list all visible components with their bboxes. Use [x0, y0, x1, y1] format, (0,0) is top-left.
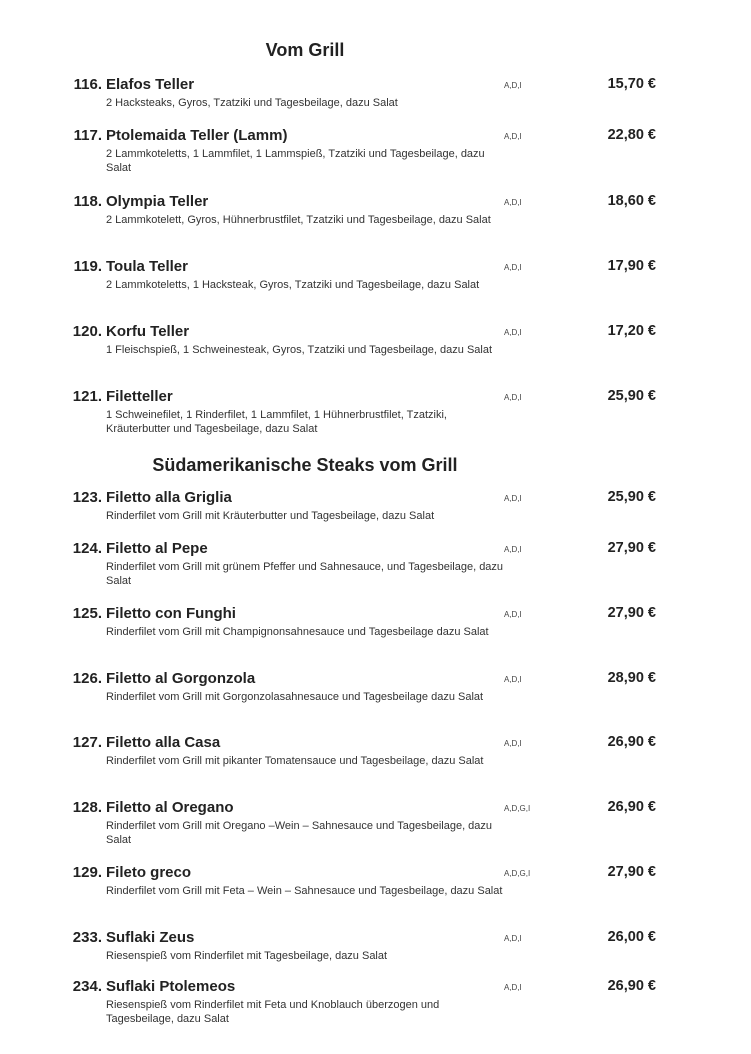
- item-name: Toula Teller: [106, 258, 188, 275]
- item-description: 2 Hacksteaks, Gyros, Tzatziki und Tagesbeilage, dazu Salat: [106, 97, 398, 109]
- item-price: 26,90 €: [607, 799, 656, 815]
- item-description: Rinderfilet vom Grill mit Kräuterbutter und Tagesbeilage, dazu Salat: [106, 510, 435, 522]
- item-number: 120.: [72, 323, 102, 340]
- item-number: 123.: [72, 489, 102, 506]
- item-price: 25,90 €: [607, 489, 656, 505]
- item-price: 26,90 €: [607, 978, 656, 994]
- item-price: 17,20 €: [607, 323, 656, 339]
- item-name: Filetto alla Casa: [106, 734, 221, 751]
- item-price: 18,60 €: [607, 193, 656, 209]
- item-number: 121.: [72, 388, 102, 405]
- item-price: 27,90 €: [607, 605, 656, 621]
- item-name: Suflaki Zeus: [106, 929, 195, 946]
- item-description: Rinderfilet vom Grill mit Champignonsahnesauce und Tagesbeilage dazu Salat: [106, 626, 489, 638]
- item-name: Filetto al Oregano: [106, 799, 234, 816]
- item-description: Riesenspieß vom Rinderfilet mit Feta und Knoblauch überzogen und Tagesbeilage, dazu Salat: [106, 999, 440, 1025]
- item-price: 26,00 €: [607, 929, 656, 945]
- item-name: Filetteller: [106, 388, 173, 405]
- item-description: Rinderfilet vom Grill mit grünem Pfeffer und Sahnesauce, und Tagesbeilage, dazu Salat: [106, 561, 504, 587]
- item-price: 28,90 €: [607, 670, 656, 686]
- item-description: 2 Lammkotelett, Gyros, Hühnerbrustfilet, Tzatziki und Tagesbeilage, dazu Salat: [106, 214, 491, 226]
- item-allergens: A,D,I: [504, 132, 522, 141]
- item-description: 2 Lammkoteletts, 1 Hacksteak, Gyros, Tzatziki und Tagesbeilage, dazu Salat: [106, 279, 480, 291]
- item-number: 124.: [72, 540, 102, 557]
- item-description: Rinderfilet vom Grill mit pikanter Tomatensauce und Tagesbeilage, dazu Salat: [106, 755, 484, 767]
- item-price: 15,70 €: [607, 76, 656, 92]
- item-price: 22,80 €: [607, 127, 656, 143]
- item-number: 125.: [72, 605, 102, 622]
- item-number: 126.: [72, 670, 102, 687]
- item-number: 117.: [73, 127, 102, 144]
- item-allergens: A,D,I: [504, 934, 522, 943]
- item-description: 2 Lammkoteletts, 1 Lammfilet, 1 Lammspieß, Tzatziki und Tagesbeilage, dazu Salat: [106, 148, 485, 174]
- item-allergens: A,D,I: [504, 81, 522, 90]
- item-description: Rinderfilet vom Grill mit Feta – Wein – Sahnesauce und Tagesbeilage, dazu Salat: [106, 885, 503, 897]
- item-name: Korfu Teller: [106, 323, 190, 340]
- item-name: Elafos Teller: [106, 76, 195, 93]
- item-name: Fileto greco: [106, 864, 192, 881]
- item-number: 233.: [72, 929, 102, 946]
- item-description: Rinderfilet vom Grill mit Oregano –Wein – Sahnesauce und Tagesbeilage, dazu Salat: [106, 820, 493, 846]
- item-price: 25,90 €: [607, 388, 656, 404]
- item-number: 129.: [72, 864, 102, 881]
- item-allergens: A,D,I: [504, 263, 522, 272]
- section-title: Vom Grill: [265, 40, 345, 60]
- section-title: Südamerikanische Steaks vom Grill: [152, 455, 458, 475]
- item-allergens: A,D,I: [504, 983, 522, 992]
- item-name: Filetto alla Griglia: [106, 489, 232, 506]
- item-description: 1 Schweinefilet, 1 Rinderfilet, 1 Lammfilet, 1 Hühnerbrustfilet, Tzatziki, Kräuterbutter und Tagesbeilage, dazu Salat: [106, 409, 447, 435]
- item-allergens: A,D,I: [504, 328, 522, 337]
- item-allergens: A,D,G,I: [504, 804, 531, 813]
- item-price: 26,90 €: [607, 734, 656, 750]
- item-number: 128.: [72, 799, 102, 816]
- item-description: 1 Fleischspieß, 1 Schweinesteak, Gyros, Tzatziki und Tagesbeilage, dazu Salat: [106, 344, 493, 356]
- item-number: 118.: [73, 193, 102, 210]
- item-description: Riesenspieß vom Rinderfilet mit Tagesbeilage, dazu Salat: [106, 950, 388, 962]
- item-allergens: A,D,I: [504, 494, 522, 503]
- item-name: Filetto con Funghi: [106, 605, 236, 622]
- item-allergens: A,D,I: [504, 739, 522, 748]
- item-name: Filetto al Pepe: [106, 540, 208, 557]
- item-description: Rinderfilet vom Grill mit Gorgonzolasahnesauce und Tagesbeilage dazu Salat: [106, 691, 484, 703]
- item-name: Filetto al Gorgonzola: [106, 670, 256, 687]
- item-allergens: A,D,I: [504, 610, 522, 619]
- item-number: 116.: [73, 76, 102, 93]
- item-allergens: A,D,I: [504, 198, 522, 207]
- item-name: Suflaki Ptolemeos: [106, 978, 236, 995]
- item-price: 17,90 €: [607, 258, 656, 274]
- item-allergens: A,D,I: [504, 545, 522, 554]
- item-price: 27,90 €: [607, 864, 656, 880]
- item-name: Ptolemaida Teller (Lamm): [106, 127, 288, 144]
- item-allergens: A,D,I: [504, 393, 522, 402]
- item-number: 127.: [72, 734, 102, 751]
- item-number: 119.: [73, 258, 102, 275]
- item-allergens: A,D,I: [504, 675, 522, 684]
- item-name: Olympia Teller: [106, 193, 209, 210]
- item-allergens: A,D,G,I: [504, 869, 531, 878]
- item-price: 27,90 €: [607, 540, 656, 556]
- item-number: 234.: [72, 978, 102, 995]
